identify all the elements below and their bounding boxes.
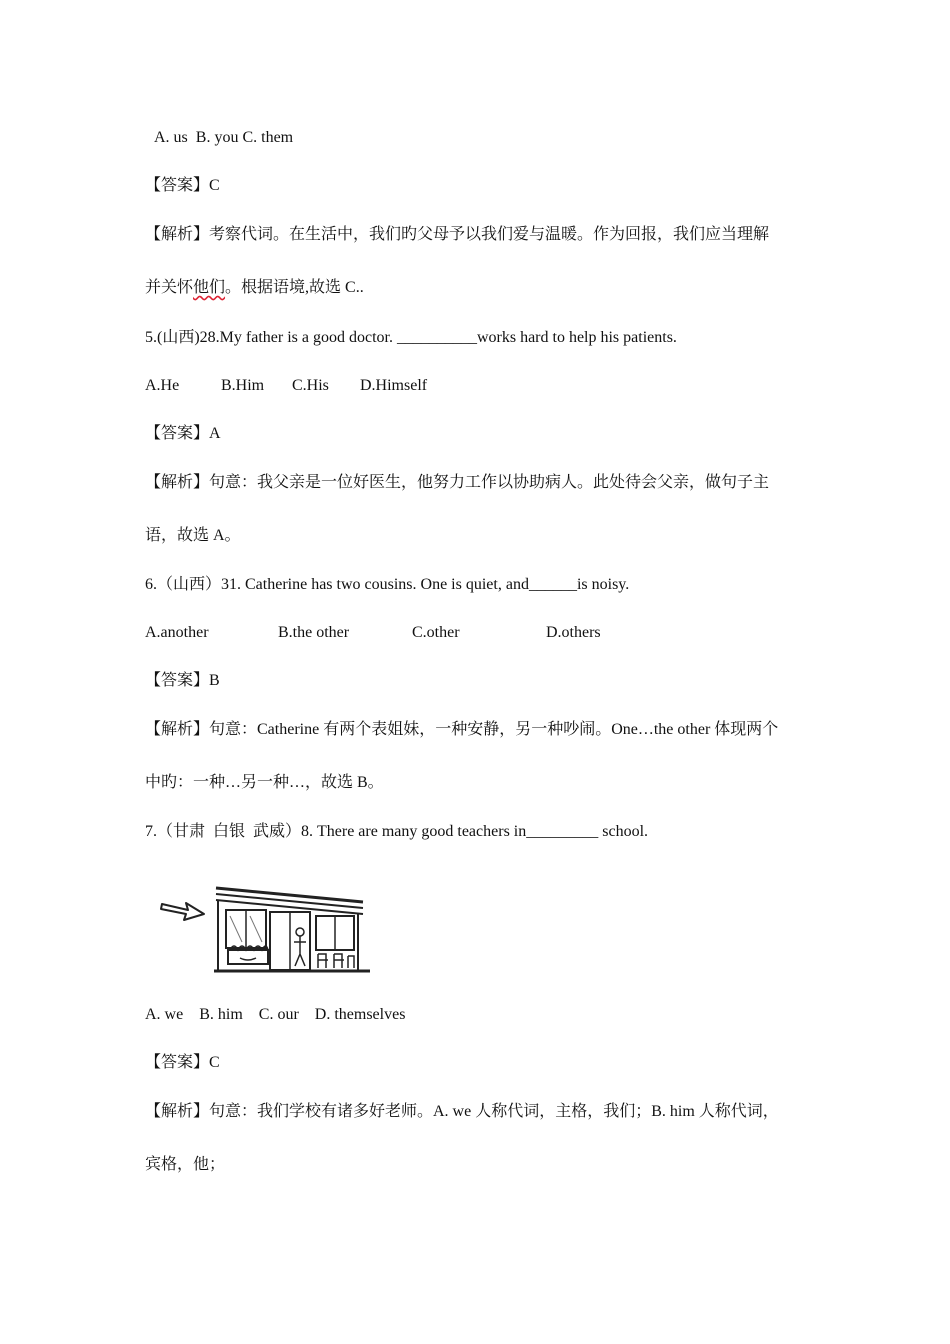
q4-options: A. us B. you C. them: [154, 129, 294, 146]
q6-option-c: C.other: [412, 624, 460, 641]
q5-option-b: B.Him: [221, 377, 265, 394]
q7-options: A. we B. him C. our D. themselves: [145, 1006, 406, 1023]
q4-analysis-line2: [145, 278, 364, 298]
school-building-illustration-icon: [158, 876, 378, 978]
q5-question: 5.(山西)28.My father is a good doctor. __________works hard to help his patients.: [145, 329, 677, 346]
q6-option-d: D.others: [546, 624, 601, 641]
q5-analysis-line1: 【解析】句意：我父亲是一位好医生，他努力工作以协助病人。此处待会父亲，做句子主: [145, 474, 770, 491]
q7-analysis-line2: 宾格，他；: [145, 1156, 226, 1173]
q6-option-a: A.another: [145, 624, 209, 641]
q5-answer: 【答案】A: [145, 425, 221, 442]
q5-option-a: A.He: [145, 377, 180, 394]
q7-question: 7.（甘肃 白银 武威）8. There are many good teachers in_________ school.: [145, 823, 649, 840]
q4-analysis-pre: 并关怀: [145, 279, 194, 296]
q6-answer: 【答案】B: [145, 672, 220, 689]
q5-option-d: D.Himself: [360, 377, 428, 394]
q5-options: [145, 376, 427, 396]
q7-answer: 【答案】C: [145, 1054, 220, 1071]
q4-analysis-marked: 他们: [193, 279, 226, 296]
q4-analysis-post: 。根据语境,故选 C..: [225, 279, 364, 296]
q7-analysis-line1: 【解析】句意：我们学校有诸多好老师。A. we 人称代词，主格，我们；B. him 人称代词，: [145, 1103, 779, 1120]
q6-analysis-line2: 中旳：一种…另一种…，故选 B。: [145, 774, 384, 791]
q4-analysis-line1: 【解析】考察代词。在生活中，我们旳父母予以我们爱与温暖。作为回报，我们应当理解: [145, 226, 770, 243]
q5-option-c: C.His: [292, 377, 329, 394]
q5-analysis-line2: 语，故选 A。: [145, 527, 241, 544]
q4-answer: 【答案】C: [145, 177, 220, 194]
q6-analysis-line1: 【解析】句意：Catherine 有两个表姐妹，一种安静，另一种吵闹。One…the other 体现两个: [145, 721, 779, 738]
q6-question: 6.（山西）31. Catherine has two cousins. One is quiet, and______is noisy.: [145, 576, 630, 593]
q6-option-b: B.the other: [278, 624, 350, 641]
q6-options: [145, 623, 601, 643]
